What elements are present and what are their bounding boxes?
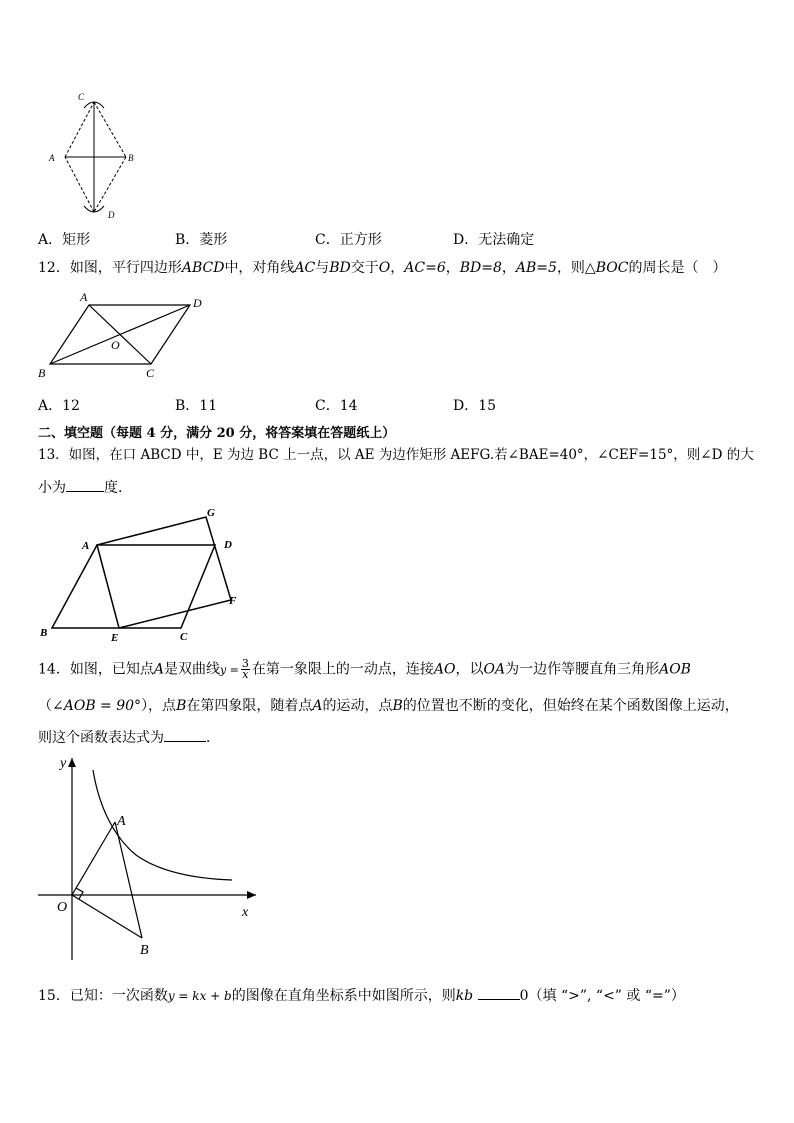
label-d: D [193,296,202,310]
label-d: D [108,210,115,220]
q12-question: 12．如图，平行四边形ABCD中，对角线AC与BD交于O，AC=6，BD=8，AB=5，则△BOC的周长是（ ） [38,260,727,276]
label-a: A [80,290,88,304]
label-b: B [38,366,46,380]
label-y: y [60,756,67,771]
q15-question: 15．已知：一次函数y = kx + b的图像在直角坐标系中如图所示，则kb 0（填 “>”, “<” 或 “=”） [38,988,685,1004]
label-a: A [117,814,126,829]
label-c: C [78,92,85,102]
q11-option-a[interactable]: A．矩形 [38,232,91,248]
q12-option-a[interactable]: A．12 [38,398,80,414]
section-heading: 二、填空题（每题 4 分，满分 20 分，将答案填在答题纸上） [38,426,396,441]
label-e: E [111,632,119,644]
label-b: B [40,627,48,639]
label-o: O [57,900,68,915]
q14-question-line3: 则这个函数表达式为 ． [38,730,220,746]
q13-question-line2: 小为 度. [38,480,123,496]
label-d: D [224,539,232,551]
label-f: F [229,595,237,607]
label-a: A [49,153,55,163]
label-x: x [242,905,249,920]
label-b: B [140,943,149,958]
parallelogram-figure [34,290,214,382]
rhombus-figure [40,88,150,223]
q11-option-c[interactable]: C．正方形 [315,232,382,248]
q12-option-d[interactable]: D．15 [453,398,497,414]
label-g: G [207,507,215,519]
label-c: C [146,366,155,380]
q11-option-d[interactable]: D．无法确定 [453,232,535,248]
answer-blank[interactable] [164,729,206,742]
label-c: C [180,631,188,643]
q13-question-line1: 13．如图，在口 ABCD 中，E 为边 BC 上一点，以 AE 为边作矩形 AEFG.若∠BAE=40°，∠CEF=15°，则∠D 的大 [38,447,754,463]
label-o: O [111,338,120,352]
q12-option-c[interactable]: C．14 [315,398,358,414]
answer-blank[interactable] [478,987,520,1000]
rectangle-parallelogram-figure [34,502,254,644]
label-b: B [128,153,134,163]
label-a: A [82,540,90,552]
q14-question-line1: 14．如图，已知点A是双曲线y = $\frac{3}{x}$ 在第一象限上的一动点，连接AO，以OA为一边作等腰直角三角形AOB [38,657,691,681]
q12-option-b[interactable]: B．11 [175,398,218,414]
hyperbola-figure [34,752,264,964]
fraction: $\frac{3}{x}$ [241,657,249,681]
q14-question-line2: （∠AOB = 90°），点B在第四象限，随着点A的运动，点B的位置也不断的变化，但始终在某个函数图像上运动， [38,698,739,714]
answer-blank[interactable] [66,479,104,492]
q11-option-b[interactable]: B．菱形 [175,232,228,248]
